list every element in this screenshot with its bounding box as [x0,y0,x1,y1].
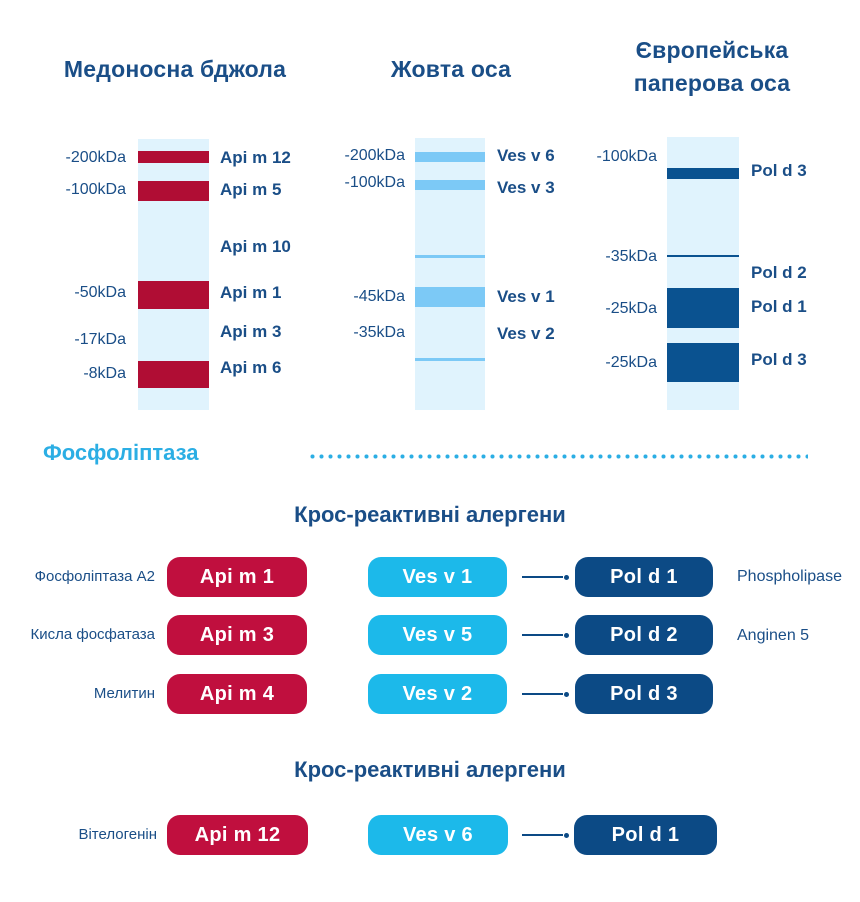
kda-marker: -200kDa [344,147,405,164]
pill-ves-v-5: Ves v 5 [368,615,507,655]
kda-marker: -200kDa [65,149,126,166]
connector-dot [564,833,569,838]
allergen-label: Api m 6 [220,358,282,377]
legend-phospholipase-label: Фосфоліптаза [43,440,199,465]
row-protein-label: Anginen 5 [737,627,810,644]
column-title-paper-wasp: Європейська паперова оса [633,37,791,96]
allergen-label: Api m 10 [220,237,291,256]
gel-lane-honeybee [138,139,209,410]
gel-band [138,151,209,163]
pill-pol-d-1-bottom: Pol d 1 [574,815,717,855]
dotted-separator [310,454,808,459]
column-title-honeybee: Медоносна бджола [63,56,287,82]
pill-api-m-1: Api m 1 [167,557,307,597]
row-protein-label: Phospholipase [737,568,842,585]
allergen-label: Pol d 3 [751,350,807,369]
allergen-label: Api m 1 [220,283,282,302]
gel-band [667,255,739,257]
allergen-label: Ves v 3 [497,178,555,197]
gel-lane-yellow-wasp [415,138,485,410]
connector-line [522,691,569,697]
gel-lane-paper-wasp [667,137,739,410]
gel-band [415,358,485,361]
pill-ves-v-2: Ves v 2 [368,674,507,714]
kda-marker: -35kDa [353,324,405,341]
pill-ves-v-1: Ves v 1 [368,557,507,597]
kda-marker: -8kDa [83,365,126,382]
pill-api-m-3: Api m 3 [167,615,307,655]
kda-marker: -100kDa [596,148,657,165]
row-substance-label: Мелитин [93,685,155,702]
connector-line [522,632,569,638]
pill-pol-d-3: Pol d 3 [575,674,713,714]
allergen-label: Pol d 2 [751,263,807,282]
kda-marker: -17kDa [74,331,126,348]
connector-stroke [522,634,563,636]
allergen-label: Api m 5 [220,180,282,199]
pill-api-m-12: Api m 12 [167,815,308,855]
allergen-label: Pol d 3 [751,161,807,180]
gel-band [415,287,485,307]
section-title-cross-reactive-1: Крос-реактивні алергени [294,502,566,527]
row-substance-label: Вітелогенін [78,826,157,843]
allergen-label: Pol d 1 [751,297,807,316]
allergen-label: Api m 3 [220,322,282,341]
connector-stroke [522,693,563,695]
gel-band [667,168,739,179]
gel-band [415,180,485,190]
connector-line [522,574,569,580]
row-substance-label: Кисла фосфатаза [30,626,155,643]
pill-pol-d-2: Pol d 2 [575,615,713,655]
connector-stroke [522,576,563,578]
kda-marker: -45kDa [353,288,405,305]
gel-band [415,255,485,258]
connector-line [522,832,569,838]
pill-ves-v-6: Ves v 6 [368,815,508,855]
kda-marker: -50kDa [74,284,126,301]
pill-pol-d-1: Pol d 1 [575,557,713,597]
allergen-label: Api m 12 [220,148,291,167]
gel-band [138,281,209,309]
kda-marker: -100kDa [65,181,126,198]
connector-dot [564,633,569,638]
connector-dot [564,575,569,580]
kda-marker: -100kDa [344,174,405,191]
gel-band [667,343,739,382]
pill-api-m-4: Api m 4 [167,674,307,714]
connector-dot [564,692,569,697]
allergen-label: Ves v 6 [497,146,555,165]
row-substance-label: Фосфоліптаза А2 [34,568,155,585]
allergen-label: Ves v 1 [497,287,555,306]
gel-band [138,181,209,201]
section-title-cross-reactive-2: Крос-реактивні алергени [294,757,566,782]
kda-marker: -25kDa [605,300,657,317]
kda-marker: -35kDa [605,248,657,265]
gel-band [667,288,739,328]
allergen-label: Ves v 2 [497,324,555,343]
gel-band [415,152,485,162]
gel-band [138,361,209,388]
connector-stroke [522,834,563,836]
kda-marker: -25kDa [605,354,657,371]
column-title-yellow-wasp: Жовта оса [390,56,512,82]
